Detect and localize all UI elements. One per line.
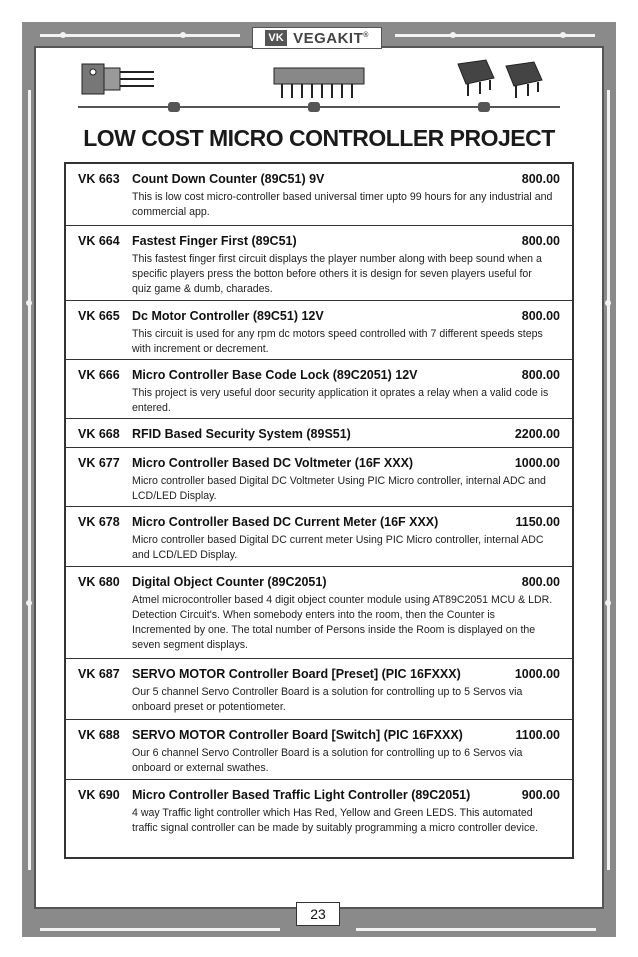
circuit-trace [356, 928, 596, 931]
product-code: VK 665 [78, 309, 120, 323]
circuit-node [60, 32, 66, 38]
product-code: VK 664 [78, 234, 120, 248]
product-name: SERVO MOTOR Controller Board [Preset] (PIC 16FXXX) [132, 667, 461, 681]
circuit-node [560, 32, 566, 38]
product-description: Atmel microcontroller based 4 digit object counter module using AT89C2051 MCU & LDR. Detection Circuit's. When somebody enters into the room, then the Counter is Incremented by one. The total number of Persons inside the Room is displayed on the seven segment displays. [132, 594, 553, 651]
product-price: 800.00 [521, 309, 560, 323]
product-description: Micro controller based Digital DC Voltmeter Using PIC Micro controller, internal ADC and LCD/LED Display. [132, 475, 546, 502]
product-name: Digital Object Counter (89C2051) [132, 575, 327, 589]
product-description: This circuit is used for any rpm dc motors speed controlled with 7 different speeds steps with increment or decrement. [132, 328, 543, 355]
product-code: VK 688 [78, 728, 120, 742]
product-row [66, 567, 572, 659]
product-row [66, 419, 572, 448]
product-price: 800.00 [521, 172, 560, 186]
page-number: 23 [296, 902, 340, 926]
product-row [66, 301, 572, 360]
circuit-node [26, 600, 32, 606]
circuit-trace [28, 90, 31, 870]
product-name: Micro Controller Based Traffic Light Controller (89C2051) [132, 788, 471, 802]
product-code: VK 678 [78, 515, 120, 529]
product-code: VK 677 [78, 456, 120, 470]
product-name: Micro Controller Based DC Current Meter (16F XXX) [132, 515, 439, 529]
product-row [66, 659, 572, 720]
circuit-trace [40, 928, 280, 931]
product-code: VK 663 [78, 172, 120, 186]
product-description: 4 way Traffic light controller which Has Red, Yellow and Green LEDS. This automated traffic signal controller can be made by suitably programming a micro controller device. [132, 807, 539, 834]
product-name: RFID Based Security System (89S51) [132, 427, 351, 441]
brand-name: VEGAKIT® [293, 29, 369, 47]
product-description: This fastest finger first circuit displays the player number along with beep sound when a specific players press the botton before others it is design for seven players useful for quiz game & dumb, charades. [132, 253, 542, 295]
product-row [66, 448, 572, 507]
circuit-node [180, 32, 186, 38]
circuit-node [450, 32, 456, 38]
product-row [66, 226, 572, 301]
product-price: 800.00 [521, 234, 560, 248]
circuit-divider [78, 100, 560, 114]
product-name: Dc Motor Controller (89C51) 12V [132, 309, 324, 323]
circuit-node [605, 600, 611, 606]
product-description: This project is very useful door security application it oprates a relay when a valid code is entered. [132, 387, 549, 414]
product-table [64, 162, 574, 859]
brand-header [252, 27, 382, 49]
product-name: Count Down Counter (89C51) 9V [132, 172, 325, 186]
product-code: VK 687 [78, 667, 120, 681]
product-description: This is low cost micro-controller based universal timer upto 99 hours for any industrial and commercial app. [132, 191, 553, 218]
product-row [66, 164, 572, 226]
product-row [66, 720, 572, 780]
transistor-regulator-icon [78, 58, 158, 106]
brand-logo-icon: VK [265, 30, 287, 46]
smd-components-icon [454, 56, 550, 100]
product-name: SERVO MOTOR Controller Board [Switch] (PIC 16FXXX) [132, 728, 463, 742]
product-price: 1100.00 [515, 728, 560, 742]
product-name: Micro Controller Base Code Lock (89C2051) 12V [132, 368, 418, 382]
circuit-node [26, 300, 32, 306]
product-row [66, 360, 572, 419]
ic-chip-icon [268, 64, 370, 104]
product-code: VK 668 [78, 427, 120, 441]
product-description: Our 6 channel Servo Controller Board is a solution for controlling up to 6 Servos via onboard or external swathes. [132, 747, 523, 774]
circuit-node [605, 300, 611, 306]
product-price: 800.00 [521, 575, 560, 589]
product-row [66, 507, 572, 567]
product-price: 1000.00 [514, 456, 560, 470]
product-price: 1150.00 [515, 515, 560, 529]
product-description: Our 5 channel Servo Controller Board is a solution for controlling up to 5 Servos via onboard preset or potentiometer. [132, 686, 523, 713]
product-code: VK 680 [78, 575, 120, 589]
product-price: 1000.00 [514, 667, 560, 681]
product-code: VK 666 [78, 368, 120, 382]
product-price: 900.00 [521, 788, 560, 802]
product-name: Micro Controller Based DC Voltmeter (16F XXX) [132, 456, 414, 470]
product-code: VK 690 [78, 788, 120, 802]
circuit-trace [607, 90, 610, 870]
page-title: LOW COST MICRO CONTROLLER PROJECT [83, 125, 555, 151]
product-name: Fastest Finger First (89C51) [132, 234, 297, 248]
product-description: Micro controller based Digital DC current meter Using PIC Micro controller, internal ADC and LCD/LED Display. [132, 534, 544, 561]
circuit-trace [40, 34, 240, 37]
product-price: 2200.00 [514, 427, 560, 441]
product-row [66, 780, 572, 857]
product-price: 800.00 [521, 368, 560, 382]
